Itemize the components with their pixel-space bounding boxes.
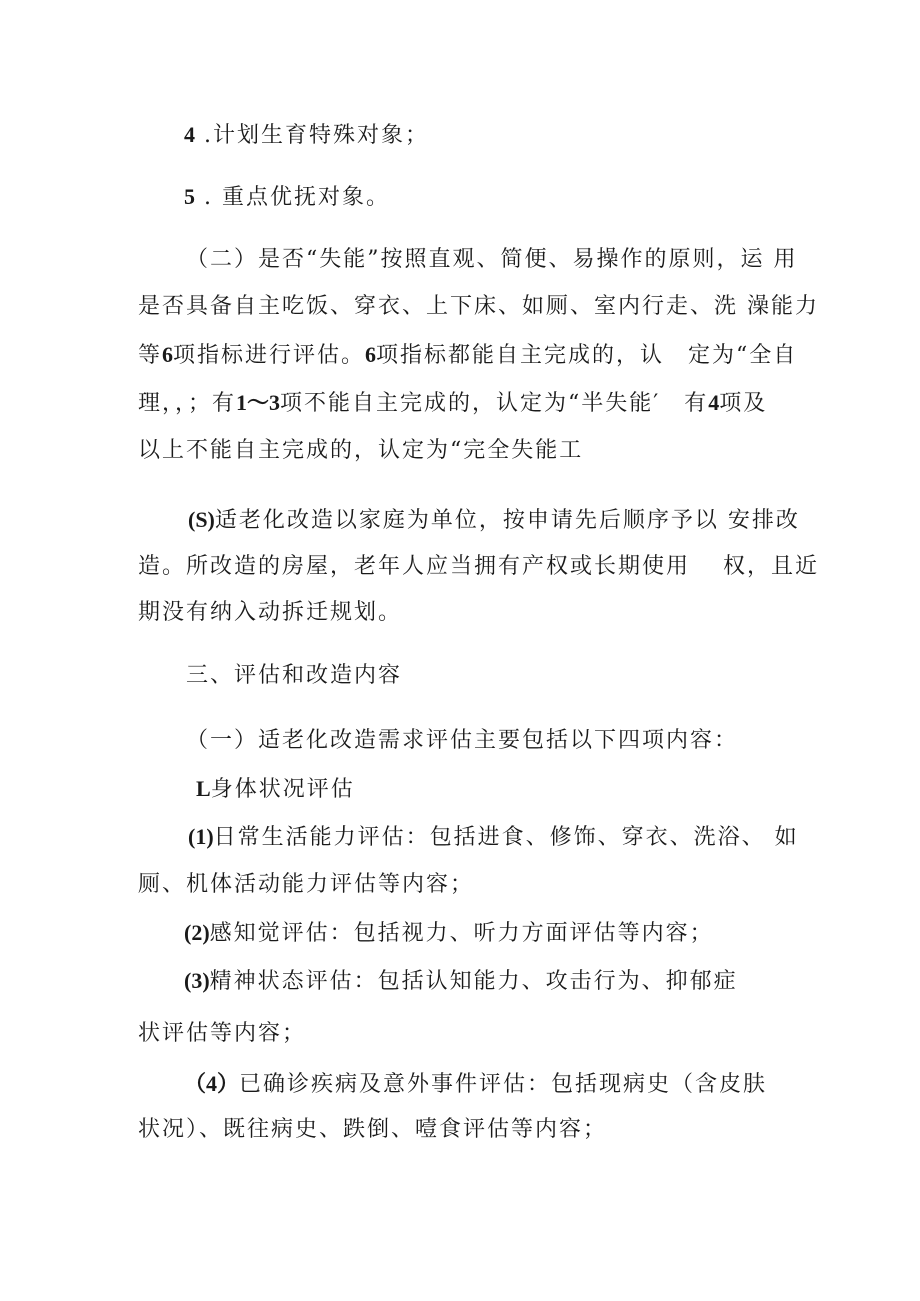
item-4-line-1 xyxy=(184,1069,767,1100)
paragraph-text: 项及 xyxy=(719,391,768,416)
item-L xyxy=(196,774,355,805)
item-3-line-1 xyxy=(184,966,738,997)
subsection-heading-1: （一）适老化改造需求评估主要包括以下四项内容： xyxy=(186,728,739,753)
item-text: 感知觉评估：包括视力、听力方面评估等内容； xyxy=(209,921,714,946)
paragraph-text: 项不能自主完成的，认定为“半失能′ 有 xyxy=(280,391,709,416)
list-text: .计划生育特殊对象； xyxy=(195,123,429,148)
paragraph-text: 造。所改造的房屋，老年人应当拥有产权或长期使用 权，且近 xyxy=(138,554,819,579)
paragraph-2-line-3 xyxy=(138,340,797,371)
paragraph-marker: (S) xyxy=(188,507,215,532)
paragraph-3-line-2 xyxy=(138,552,819,582)
item-text: 已确诊疾病及意外事件评估：包括现病史（含皮肤 xyxy=(239,1072,768,1097)
paragraph-3-line-3 xyxy=(138,598,402,628)
item-text: 精神状态评估：包括认知能力、攻击行为、抑郁症 xyxy=(209,969,738,994)
paragraph-2-line-2 xyxy=(138,292,819,322)
paragraph-text: （二）是否“失能”按照直观、简便、易操作的原则，运 用 xyxy=(186,247,798,272)
bold-number: 6 xyxy=(162,342,174,367)
paragraph-text: 项指标进行评估。 xyxy=(173,343,366,368)
item-4-line-2 xyxy=(138,1115,607,1145)
item-marker: (2) xyxy=(184,920,210,945)
paragraph-text: 等 xyxy=(138,343,163,368)
item-3-line-2 xyxy=(138,1019,306,1049)
paragraph-text: 期没有纳入动拆迁规划。 xyxy=(138,600,403,625)
bold-number: 4 xyxy=(708,390,720,415)
item-text: 身体状况评估 xyxy=(210,777,355,802)
item-text: 状况）、既往病史、跌倒、噎食评估等内容； xyxy=(138,1117,608,1142)
list-number: 5 xyxy=(184,184,195,209)
paragraph-text: 项指标都能自主完成的，认 定为“全自 xyxy=(376,343,798,368)
bold-number: 6 xyxy=(365,342,377,367)
item-text: 日常生活能力评估：包括进食、修饰、穿衣、洗浴、 如 xyxy=(213,825,799,850)
item-marker: （4） xyxy=(184,1071,240,1096)
item-marker: (1) xyxy=(188,824,214,849)
list-item-5 xyxy=(184,182,390,213)
bold-number: 1～3 xyxy=(236,390,281,415)
item-text: 厕、机体活动能力评估等内容； xyxy=(138,872,475,897)
paragraph-3-line-1 xyxy=(188,505,800,536)
paragraph-text: 是否具备自主吃饭、穿衣、上下床、如厕、室内行走、洗 澡能力 xyxy=(138,294,819,319)
item-marker: (3) xyxy=(184,968,210,993)
list-item-4 xyxy=(184,120,429,151)
list-number: 4 xyxy=(184,122,195,147)
item-marker: L xyxy=(196,776,211,801)
paragraph-2-line-1 xyxy=(186,245,798,275)
paragraph-text: 以上不能自主完成的，认定为“完全失能工 xyxy=(138,438,584,463)
item-1-line-2 xyxy=(138,870,474,900)
item-2 xyxy=(184,918,714,949)
paragraph-2-line-5 xyxy=(138,436,583,466)
paragraph-text: 理，，；有 xyxy=(138,391,237,416)
item-1-line-1 xyxy=(188,822,799,853)
section-heading-3: 三、评估和改造内容 xyxy=(186,663,403,688)
list-text: . 重点优抚对象。 xyxy=(195,185,390,210)
paragraph-2-line-4 xyxy=(138,388,767,419)
item-text: 状评估等内容； xyxy=(138,1021,307,1046)
paragraph-text: 适老化改造以家庭为单位，按申请先后顺序予以 安排改 xyxy=(214,508,800,533)
